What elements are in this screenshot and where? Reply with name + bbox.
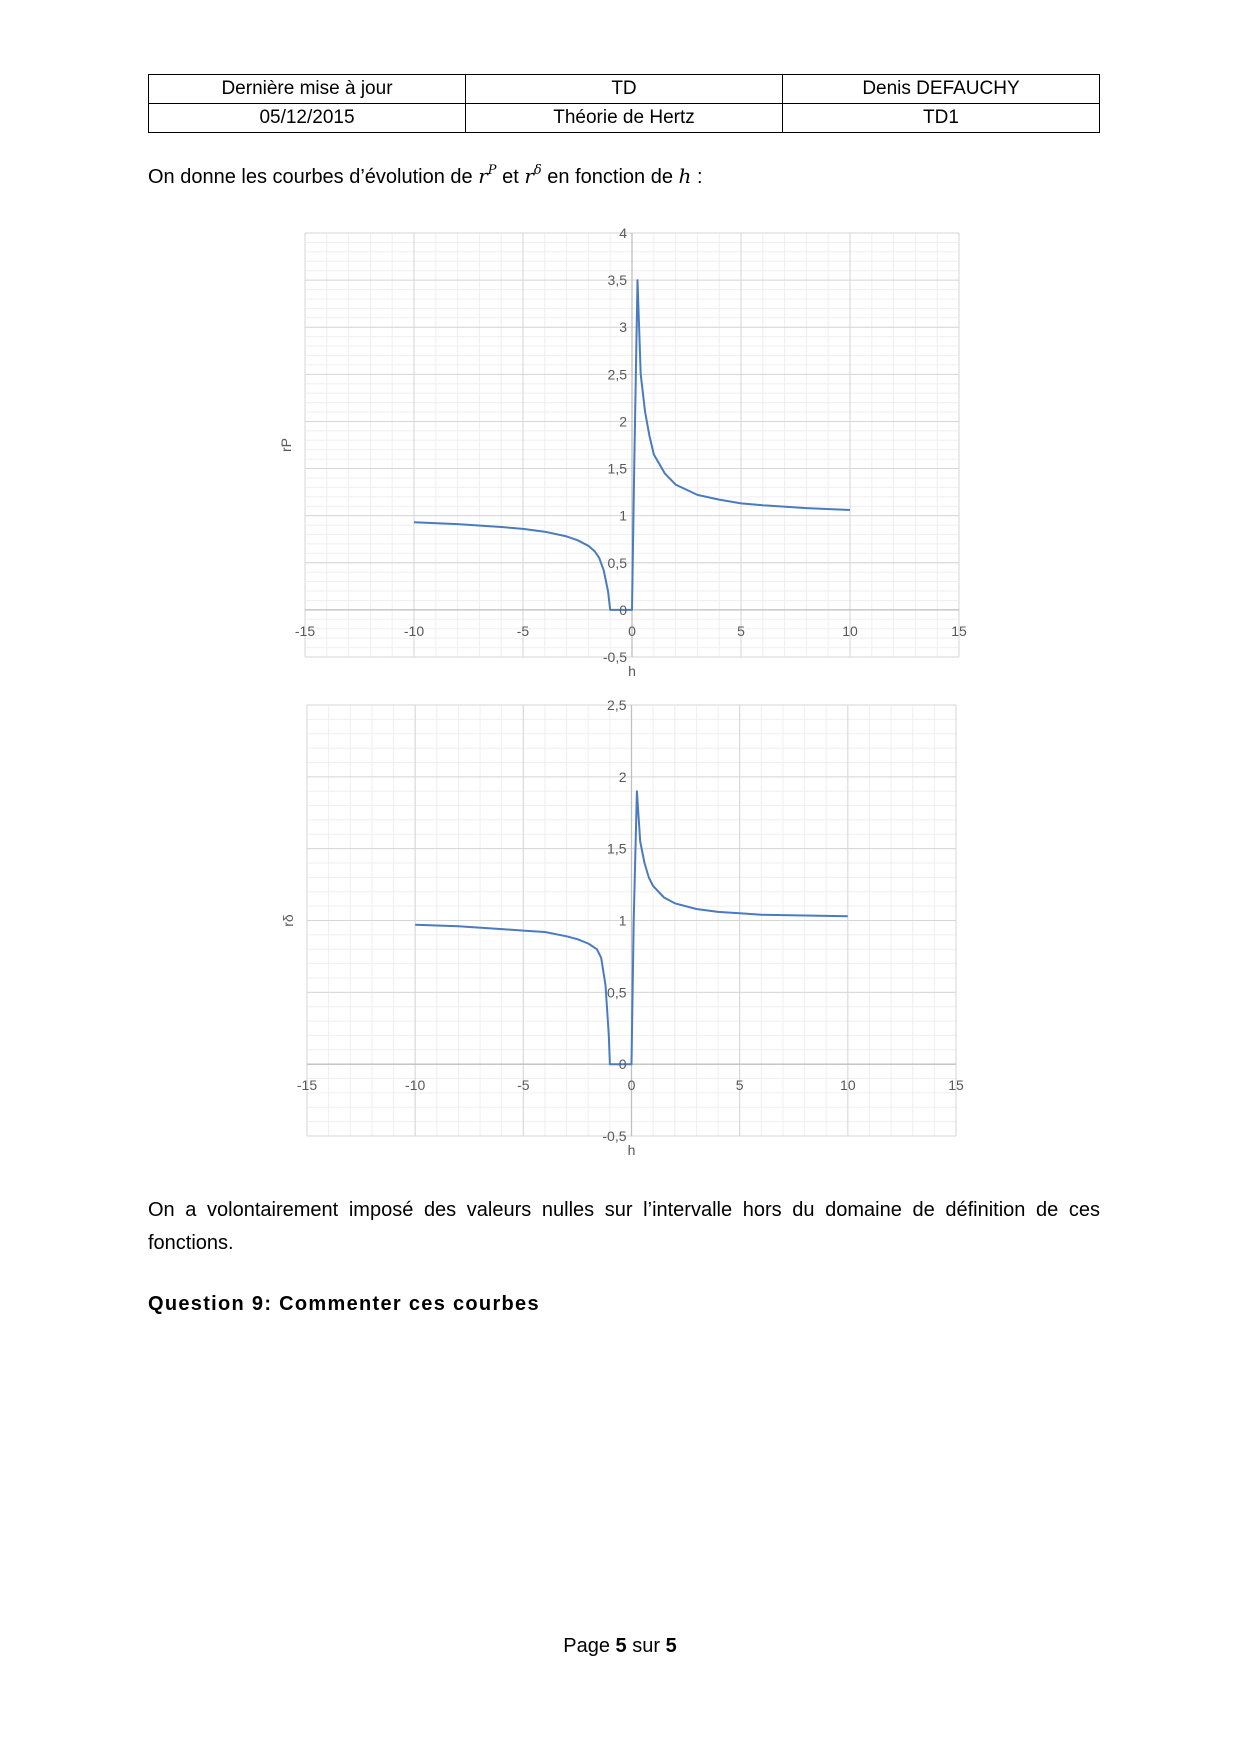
chart2-x-tick-label: -15 [296, 1077, 318, 1094]
chart2-y-tick-label: -0,5 [602, 1128, 627, 1144]
header-td-number: TD1 [783, 104, 1100, 133]
chart1-x-tick-label: 10 [842, 622, 858, 639]
chart2-x-tick-label: 0 [627, 1077, 636, 1094]
chart1-y-tick-label: 0 [619, 601, 627, 618]
intro-text-after: en fonction de [541, 166, 679, 188]
chart1-y-tick-label: 0,5 [607, 554, 627, 571]
chart1-y-tick-label: 2 [619, 413, 627, 430]
chart1-x-tick-label: -5 [516, 622, 530, 639]
body-paragraph: On a volontairement imposé des valeurs nulles sur l’intervalle hors du domaine de définition de ces fonctions. [148, 1199, 1100, 1254]
chart1-y-tick-label: 1 [619, 507, 627, 524]
chart1-y-tick-label: 2,5 [607, 366, 627, 383]
chart1-y-tick-label: 4 [619, 225, 627, 241]
chart2-y-tick-label: 0 [618, 1056, 627, 1073]
chart1-x-tick-label: -10 [403, 622, 425, 639]
header-doc-type: TD [466, 75, 783, 104]
footer-page-total: 5 [665, 1635, 677, 1657]
header-date: 05/12/2015 [149, 104, 466, 133]
chart2-x-axis-label: h [627, 1142, 636, 1158]
chart2-x-tick-label: -10 [405, 1077, 426, 1094]
math-r-2: r [524, 164, 534, 188]
chart2-y-tick-label: 0,5 [607, 984, 627, 1001]
chart2-y-tick-label: 1,5 [607, 840, 627, 857]
chart2-x-tick-label: 15 [948, 1077, 964, 1094]
chart2-y-axis-label: rδ [280, 914, 296, 927]
chart2-y-tick-label: 2,5 [607, 697, 627, 713]
header-author: Denis DEFAUCHY [783, 75, 1100, 104]
chart1-y-tick-label: -0,5 [602, 649, 627, 665]
chart2-x-tick-label: -5 [517, 1077, 530, 1094]
intro-text-mid: et [496, 166, 525, 188]
chart1-x-tick-label: 15 [951, 622, 967, 639]
chart1-y-axis-label: rP [278, 438, 294, 452]
math-h: h [678, 164, 692, 188]
footer-page-label: Page [563, 1635, 610, 1657]
math-sup-delta: δ [533, 163, 542, 178]
math-sup-p: P [487, 163, 497, 178]
footer-page-number: 5 [615, 1635, 627, 1657]
question-heading: Question 9: Commenter ces courbes [148, 1293, 540, 1315]
chart1-y-tick-label: 3 [619, 319, 627, 336]
chart1-x-tick-label: 0 [628, 622, 636, 639]
chart1-x-tick-label: 5 [737, 622, 745, 639]
chart1-y-tick-label: 1,5 [607, 460, 627, 477]
chart1-x-axis-label: h [628, 663, 636, 679]
page-footer [0, 1635, 1240, 1658]
math-r: r [478, 164, 488, 188]
chart2-y-tick-label: 1 [618, 912, 627, 929]
footer-of-label: sur [632, 1635, 661, 1657]
header-last-update-label: Dernière mise à jour [149, 75, 466, 104]
intro-text-end: : [691, 166, 703, 188]
chart1-y-tick-label: 3,5 [607, 272, 627, 289]
header-subject: Théorie de Hertz [466, 104, 783, 133]
chart1-x-tick-label: -15 [294, 622, 316, 639]
chart2-y-tick-label: 2 [618, 768, 627, 785]
intro-text-before: On donne les courbes d’évolution de [148, 166, 479, 188]
chart2-x-tick-label: 10 [840, 1077, 856, 1094]
chart2-x-tick-label: 5 [735, 1077, 744, 1094]
